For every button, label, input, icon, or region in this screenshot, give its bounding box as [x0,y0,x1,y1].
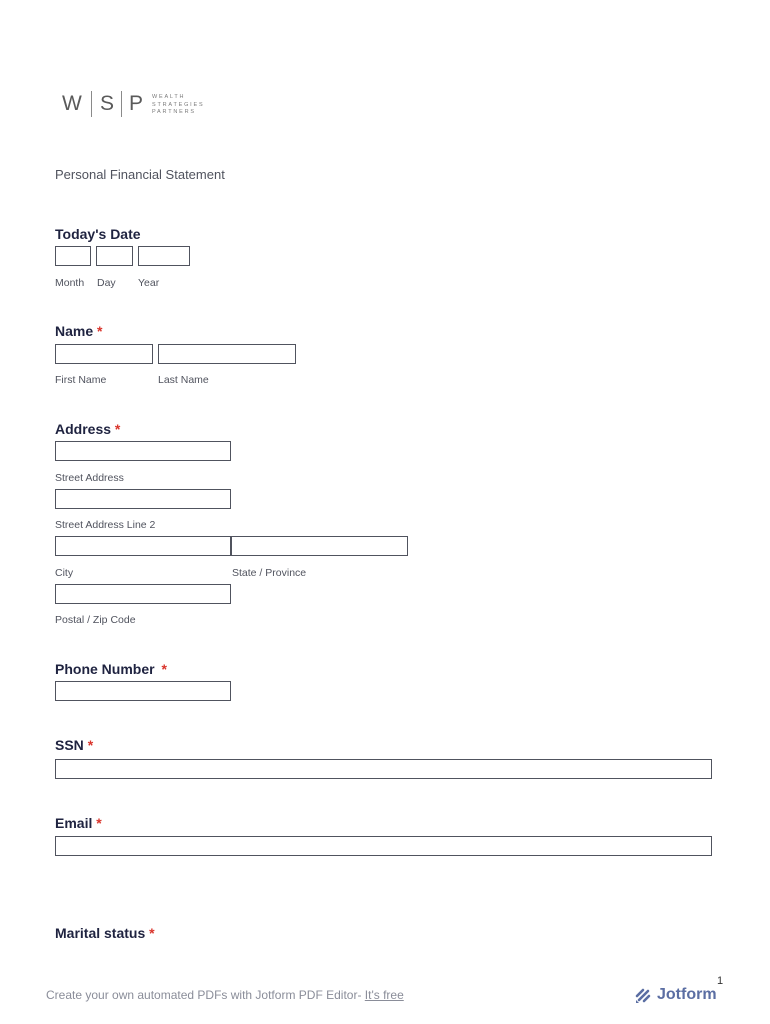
day-sublabel: Day [97,277,116,289]
required-asterisk: * [96,815,102,831]
page-number: 1 [717,975,724,987]
logo-divider [121,91,122,117]
date-month-input[interactable] [55,246,91,266]
footer-promo: Create your own automated PDFs with Jotform PDF Editor- It's free [46,988,404,1002]
state-sublabel: State / Province [232,567,307,579]
street-address-sublabel: Street Address [55,472,124,484]
street-address-line2-input[interactable] [55,489,231,509]
last-name-sublabel: Last Name [158,374,209,386]
postal-code-sublabel: Postal / Zip Code [55,614,136,626]
ssn-input[interactable] [55,759,712,779]
email-label: Email * [55,815,102,831]
street-address-line2-sublabel: Street Address Line 2 [55,519,156,531]
email-input[interactable] [55,836,712,856]
year-sublabel: Year [138,277,160,289]
ssn-label: SSN * [55,737,94,753]
name-label: Name * [55,323,103,339]
date-year-input[interactable] [138,246,190,266]
city-input[interactable] [55,536,231,556]
required-asterisk: * [161,661,167,677]
street-address-input[interactable] [55,441,231,461]
state-input[interactable] [231,536,408,556]
logo-letter-p: P [129,92,144,115]
document-title: Personal Financial Statement [55,167,225,182]
logo-divider [91,91,92,117]
city-sublabel: City [55,567,74,579]
phone-label: Phone Number * [55,661,167,677]
logo-letter-s: S [100,92,115,115]
address-label: Address * [55,421,121,437]
first-name-sublabel: First Name [55,374,107,386]
required-asterisk: * [87,737,94,753]
month-sublabel: Month [55,277,85,289]
postal-code-input[interactable] [55,584,231,604]
jotform-wordmark: Jotform [657,986,717,1003]
required-asterisk: * [149,925,155,941]
logo-letter-w: W [62,92,82,115]
required-asterisk: * [97,323,103,339]
jotform-logo-icon [635,987,652,1004]
logo-tagline: WEALTH STRATEGIES PARTNERS [152,94,205,115]
date-day-input[interactable] [96,246,133,266]
todays-date-label: Today's Date [55,226,141,242]
marital-status-label: Marital status * [55,925,155,941]
phone-input[interactable] [55,681,231,701]
its-free-link[interactable]: It's free [364,988,404,1002]
last-name-input[interactable] [158,344,296,364]
first-name-input[interactable] [55,344,153,364]
required-asterisk: * [114,421,121,437]
